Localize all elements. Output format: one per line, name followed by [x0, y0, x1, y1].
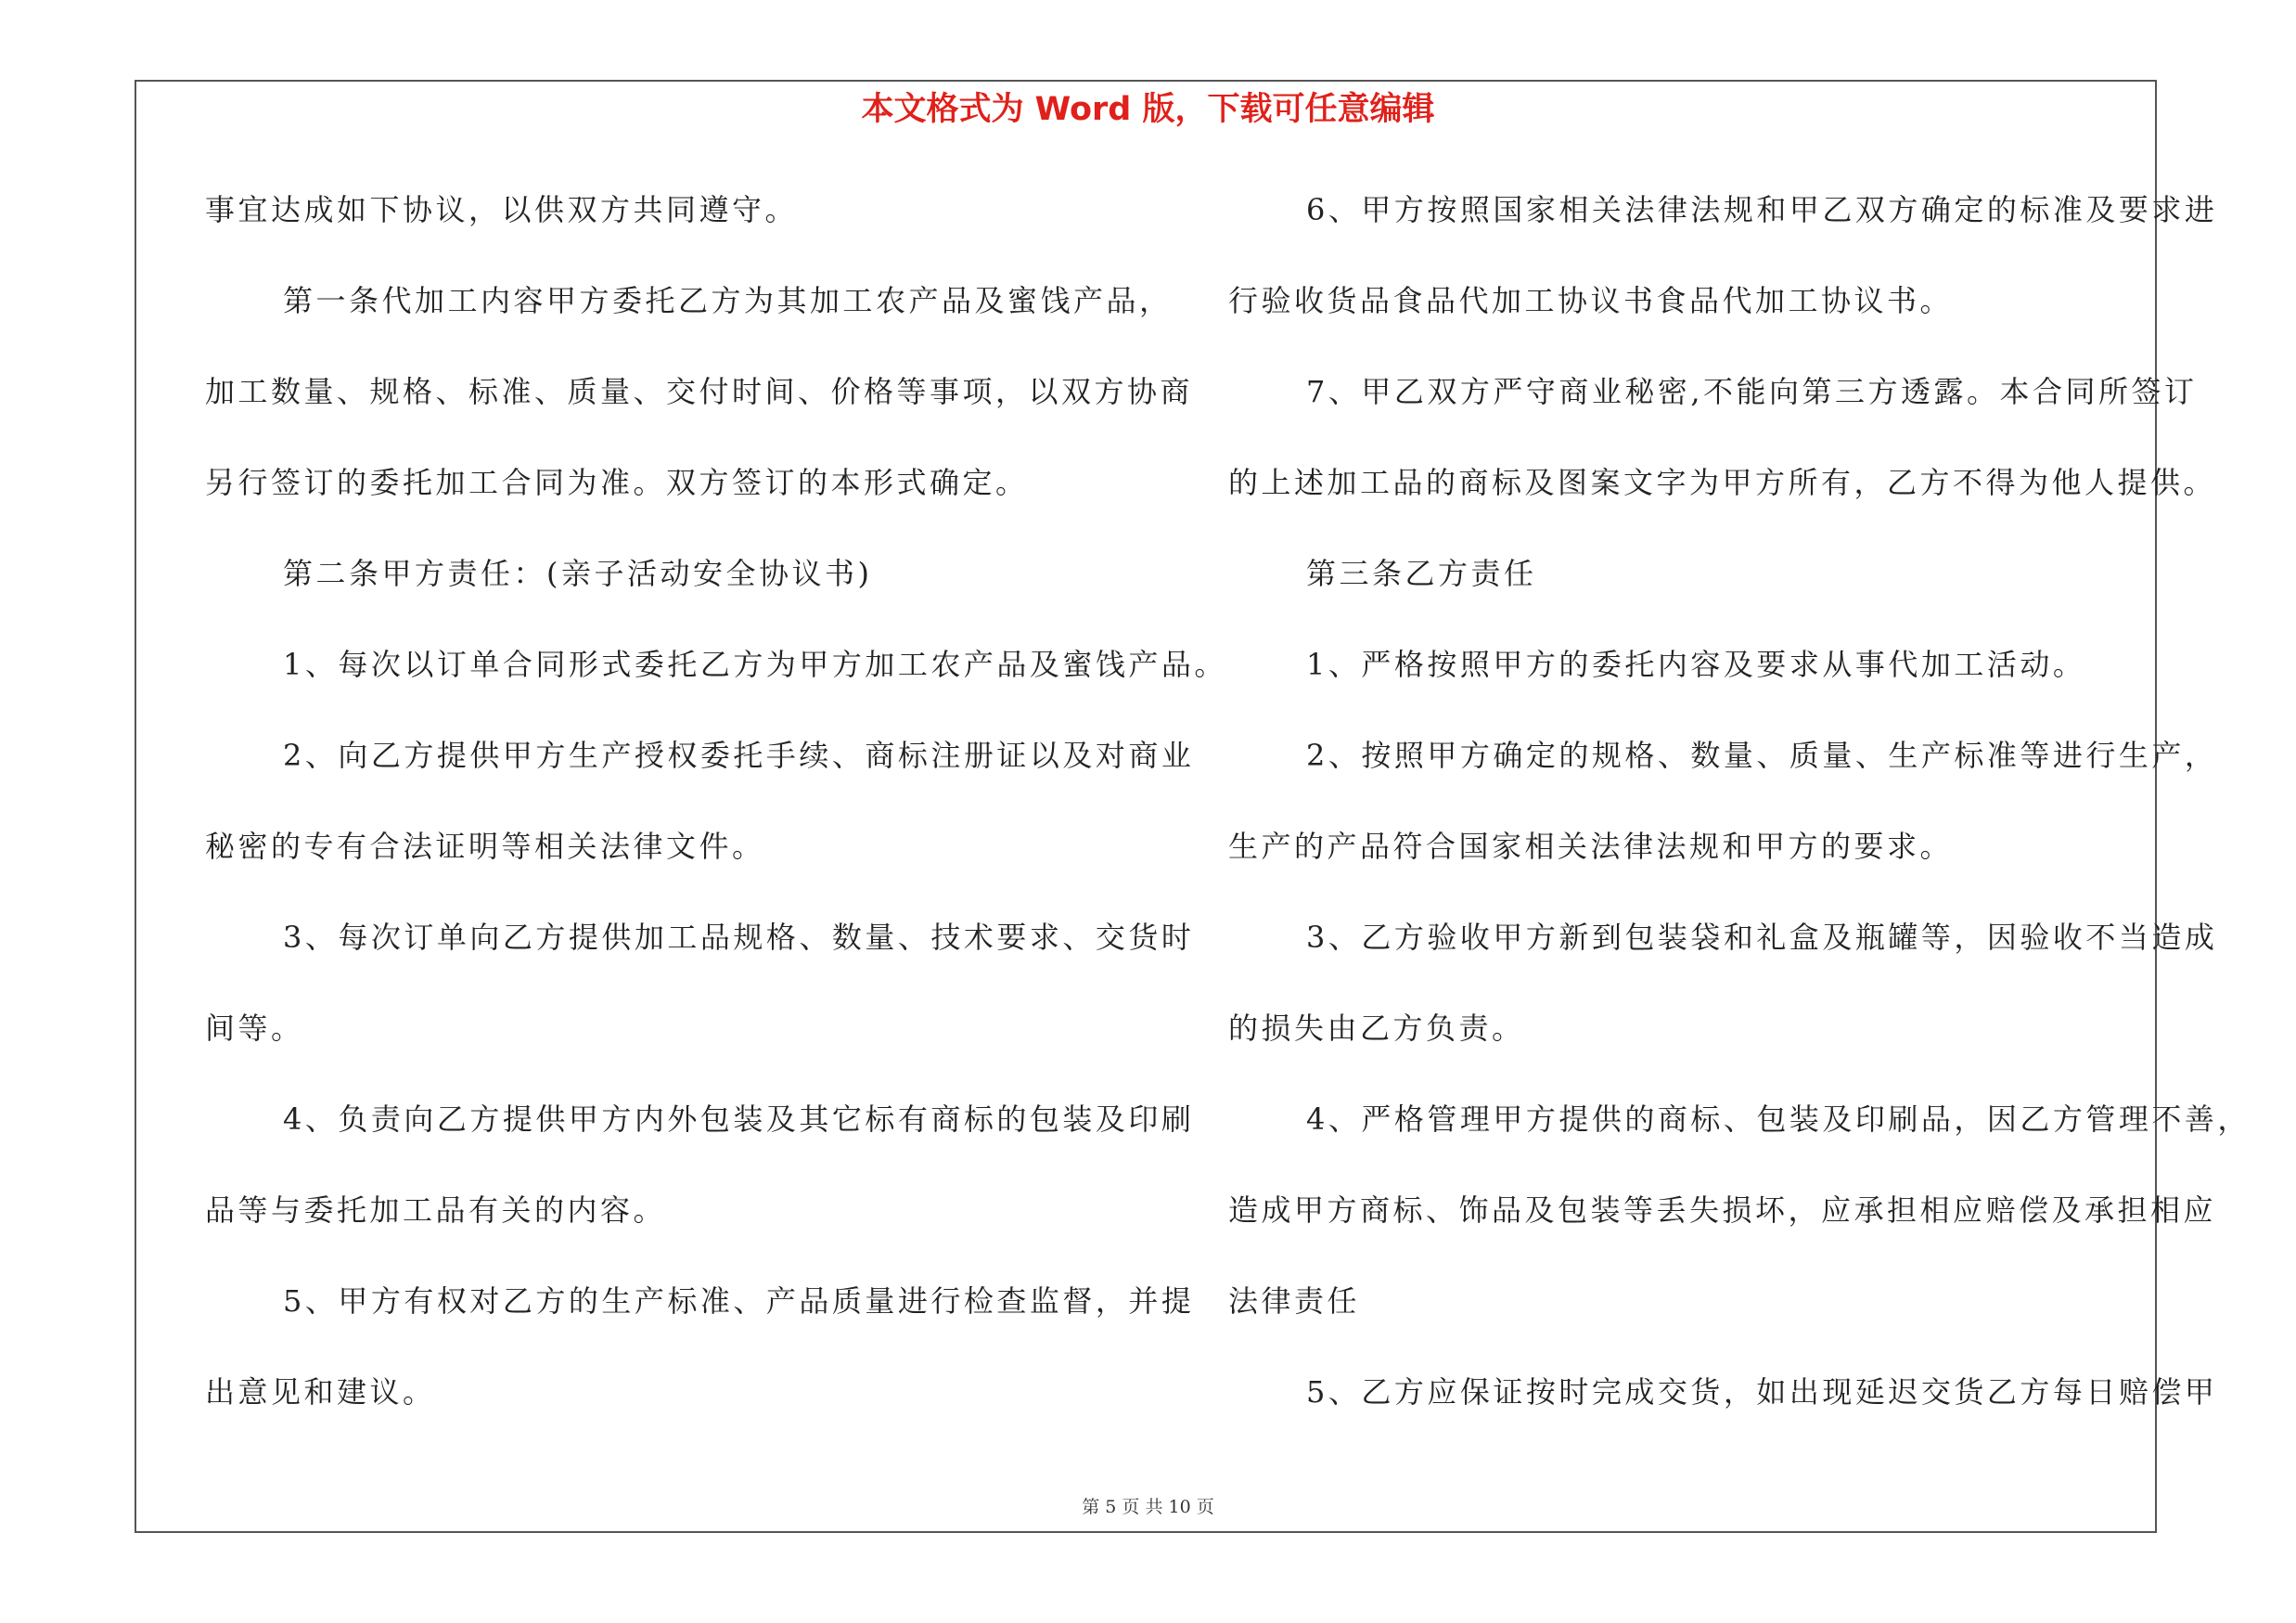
paragraph-line: 生产的产品符合国家相关法律法规和甲方的要求。	[1228, 829, 1954, 864]
paragraph-line: 7、甲乙双方严守商业秘密,不能向第三方透露。本合同所签订	[1306, 374, 2198, 409]
paragraph-line: 4、严格管理甲方提供的商标、包装及印刷品，因乙方管理不善，	[1306, 1101, 2251, 1137]
paragraph-line: 造成甲方商标、饰品及包装等丢失损坏，应承担相应赔偿及承担相应	[1228, 1192, 2217, 1228]
paragraph-line: 事宜达成如下协议，以供双方共同遵守。	[205, 192, 799, 227]
paragraph-line: 秘密的专有合法证明等相关法律文件。	[205, 829, 765, 864]
paragraph-line: 6、甲方按照国家相关法律法规和甲乙双方确定的标准及要求进	[1306, 192, 2218, 227]
word-version-banner: 本文格式为 Word 版，下载可任意编辑	[861, 91, 1435, 128]
right-column	[1228, 182, 2251, 1455]
paragraph-line: 间等。	[205, 1011, 304, 1046]
left-column	[205, 182, 1227, 1455]
paragraph-line: 第一条代加工内容甲方委托乙方为其加工农产品及蜜饯产品，	[283, 283, 1173, 318]
paragraph-line: 第二条甲方责任：(亲子活动安全协议书)	[283, 556, 873, 591]
paragraph-line: 的损失由乙方负责。	[1228, 1011, 1525, 1046]
paragraph-line: 1、严格按照甲方的委托内容及要求从事代加工活动。	[1306, 647, 2086, 682]
paragraph-line: 5、乙方应保证按时完成交货，如出现延迟交货乙方每日赔偿甲	[1306, 1374, 2218, 1410]
paragraph-line: 第三条乙方责任	[1306, 556, 1537, 591]
paragraph-line: 品等与委托加工品有关的内容。	[205, 1192, 667, 1228]
paragraph-line: 5、甲方有权对乙方的生产标准、产品质量进行检查监督，并提	[283, 1283, 1195, 1319]
paragraph-line: 另行签订的委托加工合同为准。双方签订的本形式确定。	[205, 465, 1029, 500]
paragraph-line: 2、按照甲方确定的规格、数量、质量、生产标准等进行生产，	[1306, 738, 2218, 773]
paragraph-line: 加工数量、规格、标准、质量、交付时间、价格等事项，以双方协商	[205, 374, 1194, 409]
paragraph-line: 行验收货品食品代加工协议书食品代加工协议书。	[1228, 283, 1954, 318]
paragraph-line: 3、每次订单向乙方提供加工品规格、数量、技术要求、交货时	[283, 920, 1195, 955]
paragraph-line: 1、每次以订单合同形式委托乙方为甲方加工农产品及蜜饯产品。	[283, 647, 1227, 682]
paragraph-line: 3、乙方验收甲方新到包装袋和礼盒及瓶罐等，因验收不当造成	[1306, 920, 2218, 955]
paragraph-line: 4、负责向乙方提供甲方内外包装及其它标有商标的包装及印刷	[283, 1101, 1195, 1137]
paragraph-line: 出意见和建议。	[205, 1374, 436, 1410]
paragraph-line: 的上述加工品的商标及图案文字为甲方所有，乙方不得为他人提供。	[1228, 465, 2217, 500]
paragraph-line: 2、向乙方提供甲方生产授权委托手续、商标注册证以及对商业	[283, 738, 1195, 773]
paragraph-line: 法律责任	[1228, 1283, 1361, 1319]
page-number-footer: 第 5 页 共 10 页	[1082, 1497, 1214, 1517]
